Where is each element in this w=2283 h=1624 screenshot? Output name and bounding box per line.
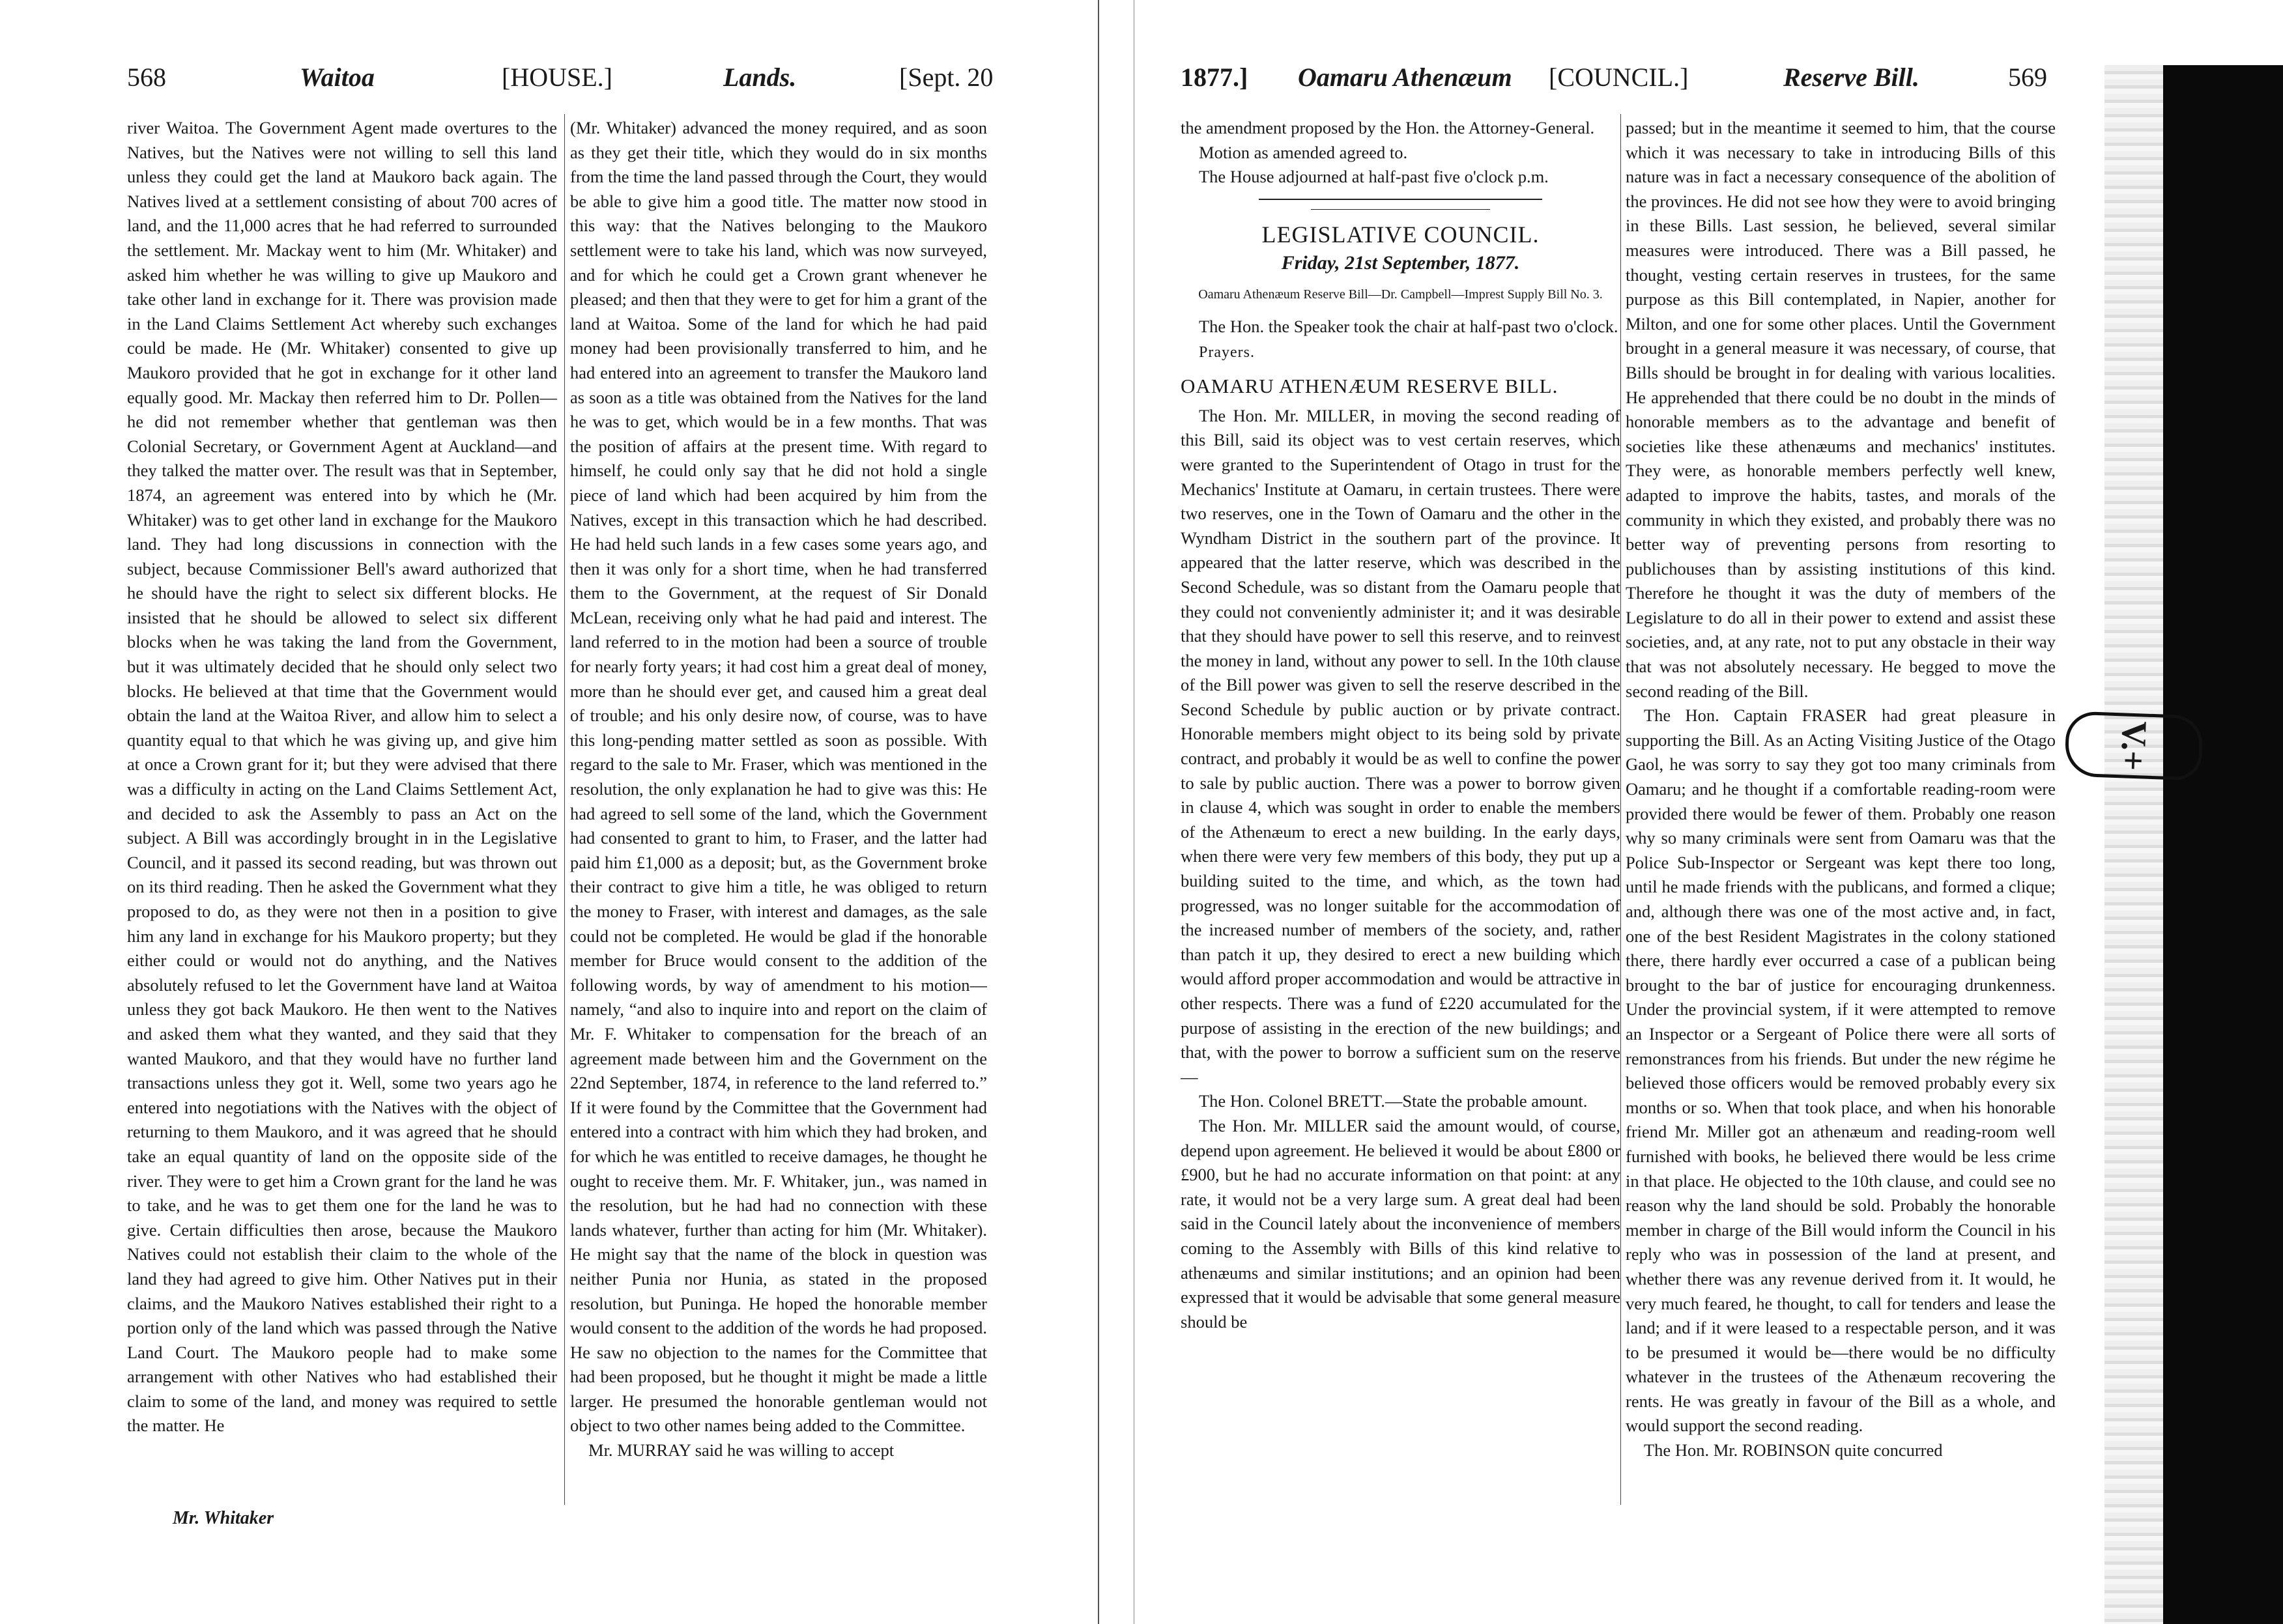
paragraph: (Mr. Whitaker) advanced the money required, and as soon as they get their title, which they would do in six months from the time the land passed through the Court, they would be able to give him a good title. The matter now stood in this way: that the Natives belonging to the Maukoro settlement were to take his land, which was now surveyed, and for which he could get a Crown grant whenever he pleased; and then that they were to get for him a grant of the land at Waitoa. Some of the land for which he had paid money had been provisionally transferred to him, and he had entered into an agreement to transfer the Maukoro land as soon as a title was obtained from the Natives for the land he was to get, which would be in a few months. That was the position of affairs at the present time. With regard to himself, he could only say that he did not hold a single piece of land which had been acquired by him from the Natives, except in this transaction which he had described. He had held such lands in a few cases some years ago, and then it was only for a short time, when he had transferred them to the Government, at the request of Sir Donald McLean, receiving only what he had paid and interest. The land referred to in the motion had been a source of trouble for nearly forty years; it had cost him a great deal of money, more than he should ever get, and caused him a great deal of trouble; and his only desire now, of course, was to have this long-pending matter settled as soon as possible. With regard to the sale to Mr. Fraser, which was mentioned in the resolution, the only explanation he had to give was this: He had agreed to sell some of the land, which the Government had consented to grant to him, to Fraser, and the latter had paid him £1,000 as a deposit; but, as the Government broke their contract to give him a title, he was obliged to return the money to Fraser, with interest and damages, as the sale could not be completed. He would be glad if the honorable member for Bruce would consent to the addition of the following words, by way of amendment to his motion—namely, “and also to inquire into and report on the claim of Mr. F. Whitaker to compensation for the breach of an agreement made between him and the Government on the 22nd September, 1874, in reference to the land referred to.” If it were found by the Committee that the Government had entered into a contract with him which they had broken, and for which he was entitled to receive damages, he thought he ought to receive them. Mr. F. Whitaker, jun., was named in the resolution, but he had had no connection with these lands whatever, further than acting for him (Mr. Whitaker). He might say that the name of the block in question was neither Punia nor Hunia, as stated in the proposed resolution, but Puninga. He hoped the honorable member would consent to the addition of the words he had proposed. He saw no objection to the names for the Committee that had been proposed, but he thought it might be made a little larger. He presumed the honorable gentleman would not object to two other names being added to the Committee. bbox=[570, 118, 987, 1436]
paragraph: The Hon. Mr. MILLER said the amount would, of course, depend upon agreement. He believed it would be about £800 or £900, but he had no accurate information on that point: at any rate, it would not be a very large sum. A great deal had been said in the Council lately about the inconvenience of members coming to the Assembly with Bills of this kind relative to athenæums and similar institutions; and an opinion had been expressed that it would be advisable that some general measure should be bbox=[1181, 1115, 1620, 1332]
left-column-1 bbox=[127, 116, 557, 1503]
section-rule bbox=[1259, 199, 1542, 200]
right-head-right-topic: Reserve Bill. bbox=[1783, 63, 1919, 92]
paragraph: river Waitoa. The Government Agent made overtures to the Natives, but the Natives were not willing to sell this land unless they could get the land at Maukoro back again. The Natives lived at a settlement consisting of about 700 acres of land, and the 11,000 acres that he had referred to surrounded the settlement. Mr. Mackay went to him (Mr. Whitaker) and asked him whether he was willing to give up Maukoro and take other land in exchange for it. There was provision made in the Land Claims Settlement Act whereby such exchanges could be made. He (Mr. Whitaker) consented to give up Maukoro provided that he got in exchange for it other land equally good. Mr. Mackay then referred him to Dr. Pollen—he did not remember whether that gentleman was then Colonial Secretary, or Government Agent at Auckland—and they talked the matter over. The result was that in September, 1874, an agreement was entered into by which he (Mr. Whitaker) was to get other land in exchange for the Maukoro land. They had long discussions in connection with the subject, because Commissioner Bell's award authorized that he should have the right to select six different blocks. He insisted that he should be allowed to select six different blocks when he was taking the land from the Government, but it was ultimately decided that he should only select two blocks. He believed at that time that the Government would obtain the land at the Waitoa River, and allow him to select a quantity equal to that which he was giving up, and give him at once a Crown grant for it; but they were advised that there was a difficulty in acting on the Land Claims Settlement Act, and decided to ask the Assembly to pass an Act on the subject. A Bill was accordingly brought in in the Legislative Council, and it passed its second reading, but was thrown out on its third reading. Then he asked the Government what they proposed to do, as they were not then in a position to give him any land in exchange for his Maukoro property; but they either could or would not do anything, and the Natives absolutely refused to let the Government have land at Waitoa unless they got back Maukoro. He then went to the Natives and asked them what they wanted, and they said that they wanted Maukoro, and that they would have no further land transactions unless they got it. Well, some two years ago he entered into negotiations with the Natives with the object of returning to them Maukoro, and it was agreed that he should take an equal quantity of land on the opposite side of the river. They were to get him a Crown grant for the land he was to take, and he was to get them one for the land he was to give. Certain difficulties then arose, because the Maukoro Natives could not establish their claim to the whole of the land they had agreed to give him. Other Natives put in their claims, and the Maukoro Natives established their right to a portion only of the land which was passed through the Native Land Court. The Maukoro people had to make some arrangement with other Natives who had established their claim to some of the land, and money was required to settle the matter. He bbox=[127, 118, 557, 1436]
paragraph: The Hon. Captain FRASER had great pleasure in supporting the Bill. As an Acting Visiting Justice of the Otago Gaol, he was sorry to say they got too many criminals from Oamaru; and he thought if a comfortable reading-room were provided there would be fewer of them. Probably one reason why so many criminals were sent from Oamaru was that the Police Sub-Inspector or Sergeant was kept there too long, until he made friends with the publicans, and formed a clique; and, although there was one of the most active and, in fact, one of the best Resident Magistrates in the colony stationed there, there hardly ever occurred a case of a publican being brought to the bar of justice for encouraging drunkenness. Under the provincial system, if it were attempted to remove an Inspector or a Sergeant of Police there were all sorts of remonstrances from his friends. But under the new régime he believed those officers would be removed probably every six months or so. When that took place, and when his honorable friend Mr. Miller got an athenæum and reading-room well furnished with books, he believed there would be less crime in that place. He objected to the 10th clause, and could see no reason why the land should be sold. Probably the honorable member in charge of the Bill would inform the Council in his reply who was in possession of the land at present, and whether there was any revenue derived from it. It would, he very much feared, he thought, to call for tenders and lease the land; and if it were leased to a respectable person, and it was to be presumed it would be—there would be no difficulty whatever in the trustees of the Athenæum recovering the rents. He was greatly in favour of the Bill as a whole, and would support the second reading. bbox=[1626, 705, 2056, 1436]
column-divider bbox=[1620, 114, 1621, 1505]
column-divider bbox=[564, 114, 565, 1505]
left-head-date: [Sept. 20 bbox=[899, 63, 994, 92]
right-column-2 bbox=[1626, 116, 2056, 1497]
council-date: Friday, 21st September, 1877. bbox=[1281, 252, 1520, 274]
scan-noise-strip bbox=[2104, 65, 2163, 1624]
paragraph: The Hon. Mr. ROBINSON quite concurred bbox=[1644, 1440, 1943, 1460]
paragraph: The Hon. the Speaker took the chair at half-past two o'clock. bbox=[1199, 316, 1618, 336]
left-head-right-topic: Lands. bbox=[723, 63, 797, 92]
right-head-topic: Oamaru Athenæum bbox=[1298, 63, 1512, 92]
paragraph: the amendment proposed by the Hon. the Attorney-General. bbox=[1181, 118, 1595, 137]
scan-black-edge bbox=[2163, 65, 2283, 1624]
left-page bbox=[0, 0, 1108, 1624]
paragraph: Mr. MURRAY said he was willing to accept bbox=[588, 1440, 895, 1460]
paragraph: The House adjourned at half-past five o'clock p.m. bbox=[1199, 167, 1549, 187]
prayers-heading: Prayers. bbox=[1199, 343, 1255, 361]
catchword: Mr. Whitaker bbox=[173, 1508, 274, 1528]
paragraph: passed; but in the meantime it seemed to him, that the course which it was necessary to take in introducing Bills of this nature was in fact a necessary consequence of the abolition of the provinces. He did not see how they were to avoid bringing in these Bills. Last session, he believed, several similar measures were introduced. There was a Bill passed, he thought, vesting certain reserves in trustees, for the same purpose as this Bill contemplated, in Napier, another for Milton, and one for some other places. Until the Government brought in a general measure it was necessary, of course, that Bills should be brought in for dealing with various localities. He apprehended that there could be no doubt in the minds of honorable members as to the advantage and benefit of societies like these athenæums and mechanics' institutes. They were, as honorable members perfectly well knew, adapted to improve the habits, tastes, and morals of the community in which they existed, and probably there was no better way of preventing persons from resorting to publichouses than by assisting institutions of this kind. Therefore he thought it was the duty of members of the Legislature to do all in their power to extend and assist these societies, and, at any rate, not to put any obstacle in their way that was not absolutely necessary. He begged to move the second reading of the Bill. bbox=[1626, 118, 2056, 701]
left-head-topic: Waitoa bbox=[300, 63, 375, 92]
right-column-1 bbox=[1181, 116, 1620, 1497]
left-column-2 bbox=[570, 116, 987, 1503]
section-rule-thin bbox=[1311, 209, 1490, 210]
margin-stamp bbox=[2064, 711, 2203, 780]
margin-stamp-text: V.+ bbox=[2113, 720, 2155, 772]
right-head-year: 1877.] bbox=[1181, 63, 1248, 92]
left-page-number: 568 bbox=[127, 63, 166, 92]
page-gutter bbox=[1098, 0, 1099, 1624]
paragraph: The Hon. Mr. MILLER, in moving the second reading of this Bill, said its object was to vest certain reserves, which were granted to the Superintendent of Otago in trust for the Mechanics' Institute at Oamaru, in certain trustees. There were two reserves, one in the Town of Oamaru and the other in the Wyndham District in the southern part of the province. It appeared that the latter reserve, which was described in the Second Schedule, was so distant from the Oamaru people that they could not conveniently administer it; and it was desirable that they should have power to sell this reserve, and to reinvest the money in land, without any power to sell. In the 10th clause of the Bill power was given to sell the reserve described in the Second Schedule by public auction or by private contract. Honorable members might object to its being sold by private contract, and probably it would be as well to confine the power to sale by public auction. There was a power to borrow given in clause 4, which was sought in order to enable the members of the Athenæum to erect a new building. In the early days, when there were very few members of this body, they put up a building suited to the time, and which, as the town had progressed, was no longer suitable for the accommodation of the increased number of members of the society, and, rather than patch it up, they desired to erect a new building which would afford proper accommodation and would be attractive in other respects. There was a fund of £220 accumulated for the purpose of assisting in the erection of the new buildings; and that, with the power to borrow a sufficient sum on the reserve— bbox=[1181, 405, 1620, 1087]
bill-heading: OAMARU ATHENÆUM RESERVE BILL. bbox=[1181, 375, 1558, 398]
council-heading: LEGISLATIVE COUNCIL. bbox=[1261, 221, 1540, 248]
right-page-number: 569 bbox=[2008, 63, 2047, 92]
paragraph: Motion as amended agreed to. bbox=[1199, 142, 1408, 162]
council-contents: Oamaru Athenæum Reserve Bill—Dr. Campbell—Imprest Supply Bill No. 3. bbox=[1198, 287, 1603, 302]
paragraph: The Hon. Colonel BRETT.—State the probable amount. bbox=[1199, 1091, 1588, 1111]
left-head-chamber: [HOUSE.] bbox=[502, 63, 612, 92]
right-head-chamber: [COUNCIL.] bbox=[1549, 63, 1689, 92]
